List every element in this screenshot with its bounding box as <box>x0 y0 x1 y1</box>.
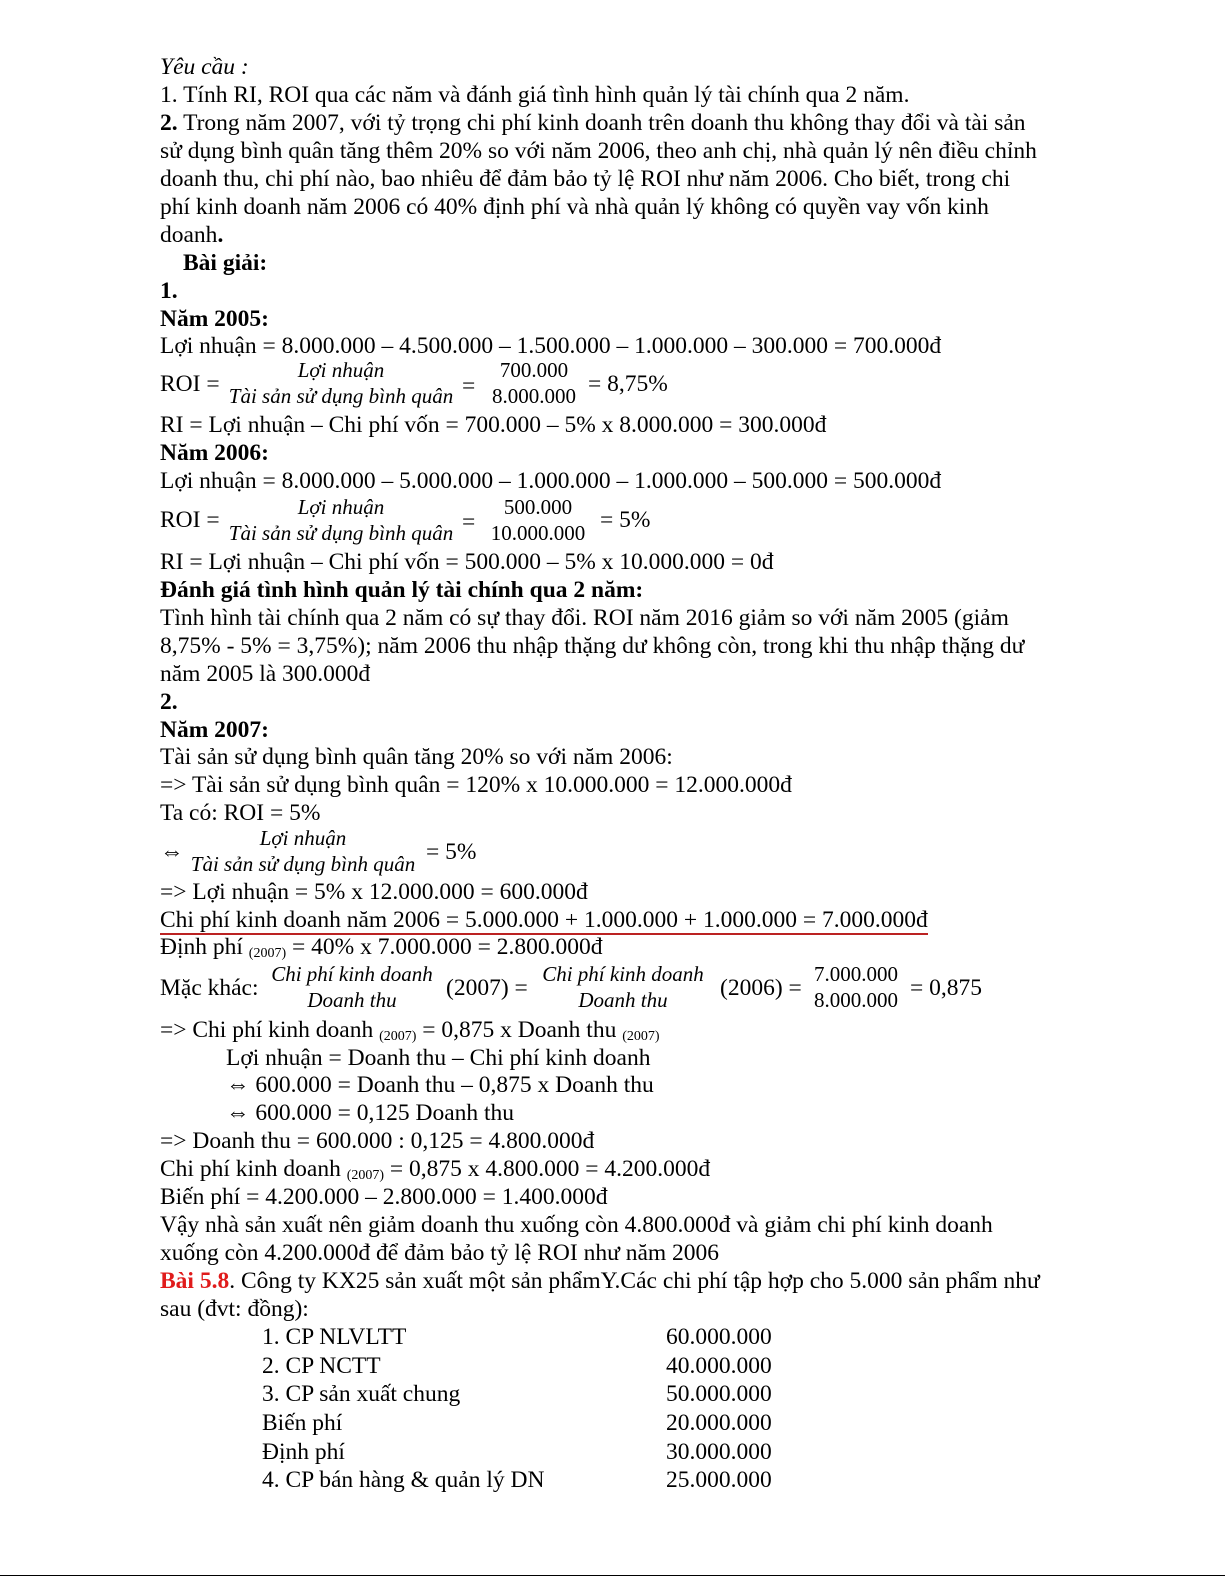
cost-row-value: 20.000.000 <box>666 1410 772 1436</box>
year-2007-line-2: => Tài sản sử dụng bình quân = 120% x 10.000.000 = 12.000.000đ <box>160 772 792 798</box>
cost-row-value: 60.000.000 <box>666 1324 772 1350</box>
requirement-item-2-line-5 <box>160 221 223 249</box>
cost-row-value: 30.000.000 <box>666 1439 772 1465</box>
cost-expr-value: = 0,875 x Doanh thu <box>416 1017 617 1043</box>
exercise-intro-line-2: sau (đvt: đồng): <box>160 1296 309 1322</box>
year-2005-equals: = <box>462 373 476 399</box>
year-2007-line-5-text: Chi phí kinh doanh năm 2006 = 5.000.000 + 1.000.000 + 1.000.000 = 7.000.000đ <box>160 907 928 933</box>
cost-expr-subscript-2: (2007) <box>622 1029 660 1044</box>
evaluation-title: Đánh giá tình hình quản lý tài chính qua 2 năm: <box>160 577 644 603</box>
year-2007-line-4: => Lợi nhuận = 5% x 12.000.000 = 600.000đ <box>160 879 588 905</box>
ratio-values-fraction <box>806 961 906 1013</box>
cost-row-name: 1. CP NLVLTT <box>262 1324 407 1350</box>
requirements-heading: Yêu cầu : <box>160 54 249 80</box>
year-2007-line-10: ⇔ 600.000 = 0,125 Doanh thu <box>226 1100 515 1126</box>
evaluation-line-3: năm 2005 là 300.000đ <box>160 661 371 687</box>
requirement-item-2-line-3: doanh thu, chi phí nào, bao nhiêu để đảm bảo tỷ lệ ROI như năm 2006. Cho biết, trong chi <box>160 166 1011 192</box>
year-2007-roi-formula <box>186 825 420 877</box>
year-2006-profit: Lợi nhuận = 8.000.000 – 5.000.000 – 1.000.000 – 1.000.000 – 500.000 = 500.000đ <box>160 468 942 494</box>
roi-denominator: Tài sản sử dụng bình quân <box>228 521 454 545</box>
year-2005-roi-label: ROI = <box>160 371 220 397</box>
fixed-cost-value: = 40% x 7.000.000 = 2.800.000đ <box>286 934 603 960</box>
roi-denominator: Tài sản sử dụng bình quân <box>228 384 454 408</box>
cost-row-value: 25.000.000 <box>666 1467 772 1493</box>
year-2005-roi-result: = 8,75% <box>588 371 668 397</box>
requirement-item-2-text: Trong năm 2007, với tỷ trọng chi phí kinh doanh trên doanh thu không thay đổi và tài sản <box>177 110 1026 136</box>
exercise-intro-text: . Công ty KX25 sản xuất một sản phẩmY.Các chi phí tập hợp cho 5.000 sản phẩm như <box>229 1268 1040 1294</box>
cost-2007-label: Chi phí kinh doanh <box>160 1156 341 1182</box>
year-2007-line-13: Biến phí = 4.200.000 – 2.800.000 = 1.400.000đ <box>160 1184 608 1210</box>
fixed-cost-label: Định phí <box>160 934 243 960</box>
roi-numerator: Lợi nhuận <box>297 495 385 519</box>
equivalence-icon: ⇔ <box>160 839 184 865</box>
year-2006-roi-result: = 5% <box>600 507 651 533</box>
year-2006-roi-label: ROI = <box>160 507 220 533</box>
roi-numerator: Lợi nhuận <box>259 826 347 850</box>
fixed-cost-subscript: (2007) <box>248 946 287 961</box>
year-2007-line-15: xuống còn 4.200.000đ để đảm bảo tỷ lệ ROI như năm 2006 <box>160 1240 720 1266</box>
year-2006-ri: RI = Lợi nhuận – Chi phí vốn = 500.000 – 5% x 10.000.000 = 0đ <box>160 549 774 575</box>
ratio-2006-numerator: Chi phí kinh doanh <box>542 962 704 986</box>
roi-numerator: Lợi nhuận <box>297 358 385 382</box>
year-2005-roi-formula <box>224 357 458 409</box>
cost-2007-subscript: (2007) <box>346 1168 385 1183</box>
year-2007-line-9: ⇔ 600.000 = Doanh thu – 0,875 x Doanh thu <box>226 1072 654 1098</box>
year-2007-line-8: Lợi nhuận = Doanh thu – Chi phí kinh doanh <box>226 1045 651 1071</box>
requirement-item-2-last-dot: . <box>217 222 224 248</box>
year-2007-line-11: => Doanh thu = 600.000 : 0,125 = 4.800.000đ <box>160 1128 595 1154</box>
cost-row-name: 3. CP sản xuất chung <box>262 1381 461 1407</box>
solution-part-1: 1. <box>160 278 178 304</box>
year-2007-line-5 <box>160 906 928 934</box>
footer-divider <box>0 1575 1225 1576</box>
requirement-item-2-line-1 <box>160 109 1026 137</box>
ratio-2007-year: (2007) = <box>446 975 528 1001</box>
year-2005-title: Năm 2005: <box>160 306 269 332</box>
exercise-label: Bài 5.8 <box>160 1268 230 1294</box>
ratio-2006-year: (2006) = <box>720 975 802 1001</box>
evaluation-line-1: Tình hình tài chính qua 2 năm có sự thay đổi. ROI năm 2016 giảm so với năm 2005 (giảm <box>160 605 1009 631</box>
year-2007-line-1: Tài sản sử dụng bình quân tăng 20% so với năm 2006: <box>160 744 673 770</box>
year-2007-line-14: Vậy nhà sản xuất nên giảm doanh thu xuống còn 4.800.000đ và giảm chi phí kinh doanh <box>160 1212 993 1238</box>
solution-part-2: 2. <box>160 689 178 715</box>
cost-row-name: 2. CP NCTT <box>262 1353 381 1379</box>
exercise-intro-line-1 <box>160 1267 1040 1295</box>
year-2005-ri: RI = Lợi nhuận – Chi phí vốn = 700.000 – 5% x 8.000.000 = 300.000đ <box>160 412 827 438</box>
cost-expr-label: => Chi phí kinh doanh <box>160 1017 374 1043</box>
cost-2007-value: = 0,875 x 4.800.000 = 4.200.000đ <box>384 1156 711 1182</box>
year-2007-line-3: Ta có: ROI = 5% <box>160 800 321 826</box>
ratio-2007-numerator: Chi phí kinh doanh <box>271 962 433 986</box>
year-2006-roi-values <box>484 494 592 546</box>
roi-value-denominator: 8.000.000 <box>492 384 576 408</box>
cost-row-name: Định phí <box>262 1439 345 1465</box>
year-2006-title: Năm 2006: <box>160 440 269 466</box>
evaluation-line-2: 8,75% - 5% = 3,75%); năm 2006 thu nhập thặng dư không còn, trong khi thu nhập thặng dư <box>160 633 1025 659</box>
cost-row-value: 50.000.000 <box>666 1381 772 1407</box>
ratio-label: Mặc khác: <box>160 975 259 1001</box>
cost-expr-subscript-1: (2007) <box>379 1029 417 1044</box>
ratio-2007-fraction <box>262 961 442 1013</box>
cost-row-value: 40.000.000 <box>666 1353 772 1379</box>
cost-row-name: 4. CP bán hàng & quản lý DN <box>262 1467 545 1493</box>
year-2007-title: Năm 2007: <box>160 717 269 743</box>
cost-row-name: Biến phí <box>262 1410 343 1436</box>
year-2006-roi-formula <box>224 494 458 546</box>
requirement-item-2-line-4: phí kinh doanh năm 2006 có 40% định phí và nhà quản lý không có quyền vay vốn kinh <box>160 194 989 220</box>
ratio-values-numerator: 7.000.000 <box>814 962 898 986</box>
year-2006-equals: = <box>462 509 476 535</box>
requirement-item-2-last-word: doanh <box>160 222 218 248</box>
requirement-item-2-number: 2. <box>160 110 178 136</box>
ratio-2006-denominator: Doanh thu <box>578 988 668 1012</box>
roi-value-denominator: 10.000.000 <box>490 521 586 545</box>
year-2005-profit: Lợi nhuận = 8.000.000 – 4.500.000 – 1.500.000 – 1.000.000 – 300.000 = 700.000đ <box>160 333 942 359</box>
solution-heading: Bài giải: <box>183 250 268 276</box>
year-2007-roi-result: = 5% <box>426 839 477 865</box>
year-2005-roi-values <box>484 357 584 409</box>
roi-denominator: Tài sản sử dụng bình quân <box>190 852 416 876</box>
ratio-2006-fraction <box>534 961 712 1013</box>
requirement-item-2-line-2: sử dụng bình quân tăng thêm 20% so với năm 2006, theo anh chị, nhà quản lý nên điều chỉnh <box>160 138 1037 164</box>
roi-value-numerator: 700.000 <box>499 358 569 382</box>
roi-value-numerator: 500.000 <box>503 495 573 519</box>
ratio-result: = 0,875 <box>910 975 983 1001</box>
ratio-values-denominator: 8.000.000 <box>814 988 898 1012</box>
requirement-item-1: 1. Tính RI, ROI qua các năm và đánh giá tình hình quản lý tài chính qua 2 năm. <box>160 82 910 108</box>
ratio-2007-denominator: Doanh thu <box>307 988 397 1012</box>
